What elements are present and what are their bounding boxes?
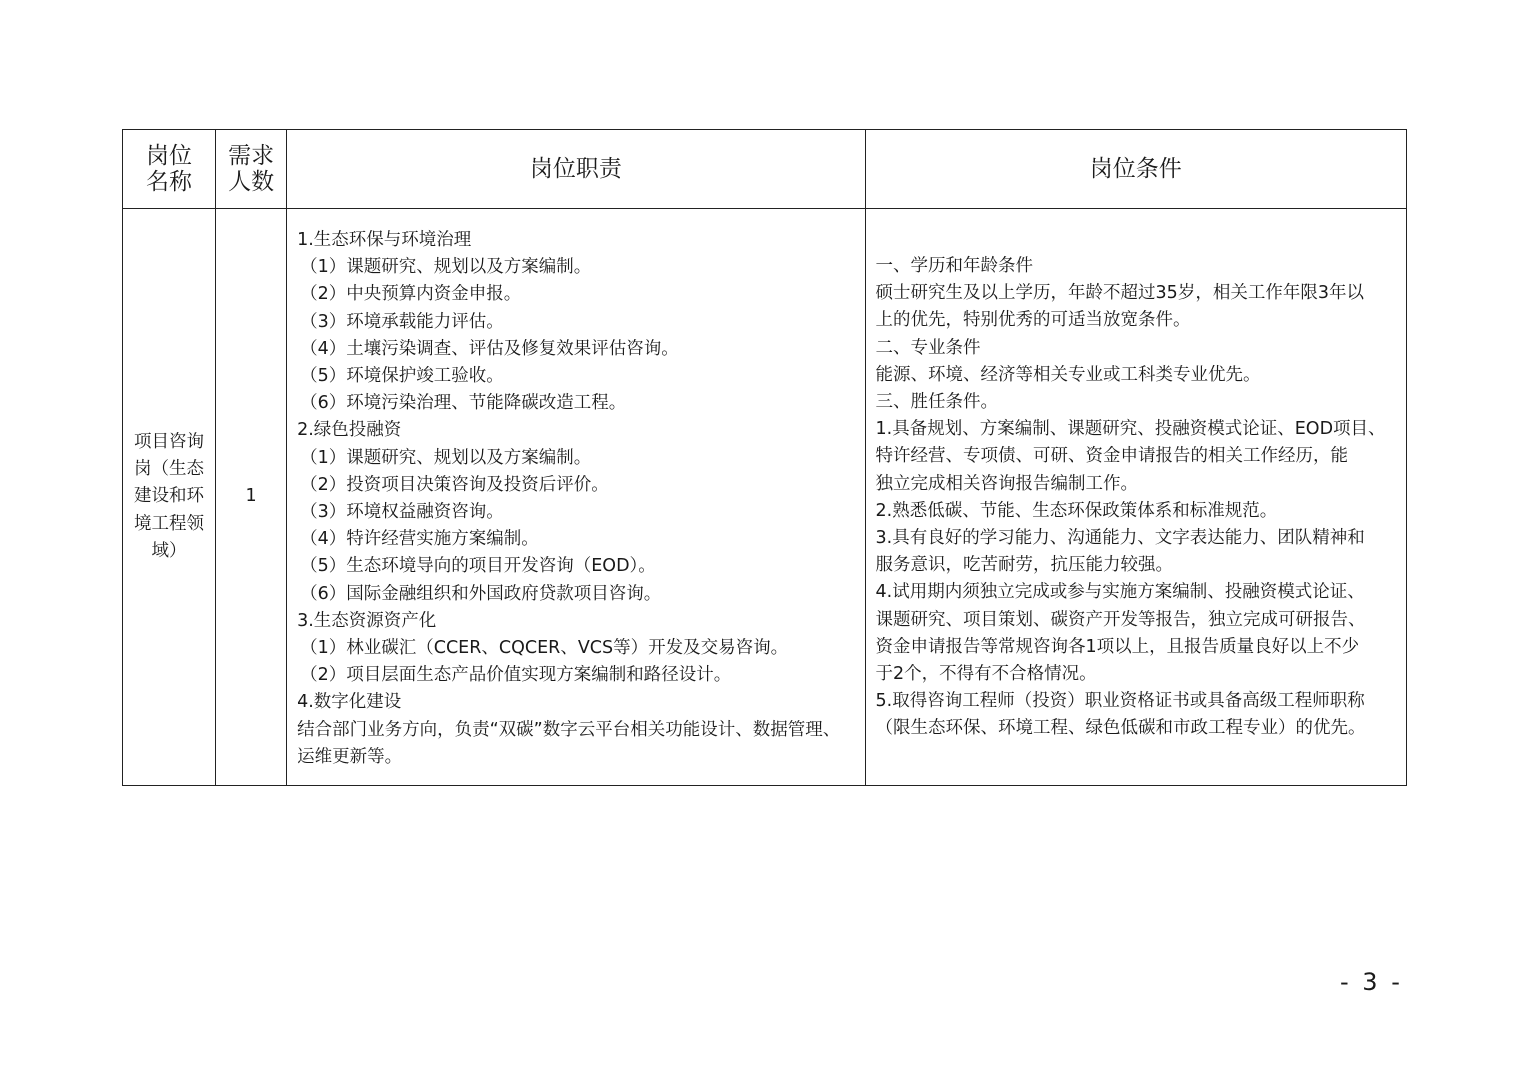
duty-item: 运维更新等。 — [297, 746, 403, 767]
duty-subitem: （6）环境污染治理、节能降碳改造工程。 — [300, 393, 627, 414]
header-text: 岗位职责 — [529, 156, 622, 182]
duty-subitem: （6）国际金融组织和外国政府贷款项目咨询。 — [300, 583, 662, 604]
duty-subitem: （4）特许经营实施方案编制。 — [300, 529, 539, 550]
requirement-line: 5.取得咨询工程师（投资）职业资格证书或具备高级工程师职称 — [875, 691, 1365, 712]
requirement-line: 4.试用期内须独立完成或参与实施方案编制、投融资模式论证、 — [875, 582, 1365, 603]
duty-subitem: （5）生态环境导向的项目开发咨询（EOD）。 — [300, 556, 656, 577]
table-row — [123, 209, 1407, 786]
duty-item: 1.生态环保与环境治理 — [297, 230, 472, 250]
count-cell — [216, 209, 287, 786]
requirement-line: 硕士研究生及以上学历，年龄不超过35岁，相关工作年限3年以 — [875, 283, 1364, 304]
page-number: - 3 - — [1340, 968, 1403, 996]
header-text: 人数 — [228, 169, 275, 195]
header-duties — [287, 130, 865, 209]
requirement-line: 二、专业条件 — [875, 337, 981, 358]
header-count — [216, 130, 287, 209]
requirement-line: 2.熟悉低碳、节能、生态环保政策体系和标准规范。 — [875, 500, 1278, 521]
duty-subitem: （1）林业碳汇（CCER、CQCER、VCS等）开发及交易咨询。 — [300, 638, 789, 659]
requirement-line: 上的优先，特别优秀的可适当放宽条件。 — [875, 310, 1191, 331]
position-name: 项目咨询岗（生态建设和环境工程领域） — [134, 432, 205, 561]
duties-cell — [287, 209, 865, 786]
duty-item: 2.绿色投融资 — [297, 420, 402, 441]
header-position-name — [123, 130, 216, 209]
duty-subitem: （1）课题研究、规划以及方案编制。 — [300, 257, 592, 278]
duty-subitem: （2）中央预算内资金申报。 — [300, 284, 522, 305]
duty-subitem: （2）投资项目决策咨询及投资后评价。 — [300, 474, 609, 495]
table-header-row — [123, 130, 1407, 209]
requirements-cell — [865, 209, 1406, 786]
requirement-line: 服务意识，吃苦耐劳，抗压能力较强。 — [875, 555, 1174, 576]
header-text: 名称 — [146, 169, 193, 195]
duty-subitem: （1）课题研究、规划以及方案编制。 — [300, 447, 592, 468]
duty-item: 4.数字化建设 — [297, 692, 402, 713]
requirement-line: 独立完成相关咨询报告编制工作。 — [875, 473, 1139, 494]
header-text: 需求 — [228, 143, 275, 169]
requirement-line: 1.具备规划、方案编制、课题研究、投融资模式论证、EOD项目、 — [875, 419, 1386, 440]
requirement-line: 资金申请报告等常规咨询各1项以上，且报告质量良好以上不少 — [875, 636, 1360, 657]
header-text: 岗位条件 — [1089, 156, 1182, 182]
requirement-line: 课题研究、项目策划、碳资产开发等报告，独立完成可研报告、 — [875, 609, 1366, 630]
job-requirements-table — [122, 129, 1407, 786]
position-name-cell — [123, 209, 216, 786]
duty-item: 3.生态资源资产化 — [297, 610, 437, 631]
duty-item: 结合部门业务方向，负责“双碳”数字云平台相关功能设计、数据管理、 — [297, 719, 841, 740]
requirement-line: 于2个，不得有不合格情况。 — [875, 664, 1097, 685]
headcount: 1 — [245, 486, 257, 507]
duty-subitem: （5）环境保护竣工验收。 — [300, 366, 504, 387]
header-text: 岗位 — [146, 143, 193, 169]
duty-subitem: （2）项目层面生态产品价值实现方案编制和路径设计。 — [300, 665, 732, 686]
requirement-line: 一、学历和年龄条件 — [875, 256, 1034, 276]
duty-subitem: （3）环境权益融资咨询。 — [300, 502, 504, 523]
header-requirements — [865, 130, 1406, 209]
requirement-line: 特许经营、专项债、可研、资金申请报告的相关工作经历，能 — [875, 446, 1349, 467]
duty-subitem: （4）土壤污染调查、评估及修复效果评估咨询。 — [300, 338, 679, 359]
requirement-line: 3.具有良好的学习能力、沟通能力、文字表达能力、团队精神和 — [875, 528, 1365, 549]
requirement-line: 能源、环境、经济等相关专业或工科类专业优先。 — [875, 364, 1261, 385]
requirement-line: （限生态环保、环境工程、绿色低碳和市政工程专业）的优先。 — [875, 718, 1366, 739]
requirement-line: 三、胜任条件。 — [875, 392, 999, 413]
duty-subitem: （3）环境承载能力评估。 — [300, 311, 504, 332]
